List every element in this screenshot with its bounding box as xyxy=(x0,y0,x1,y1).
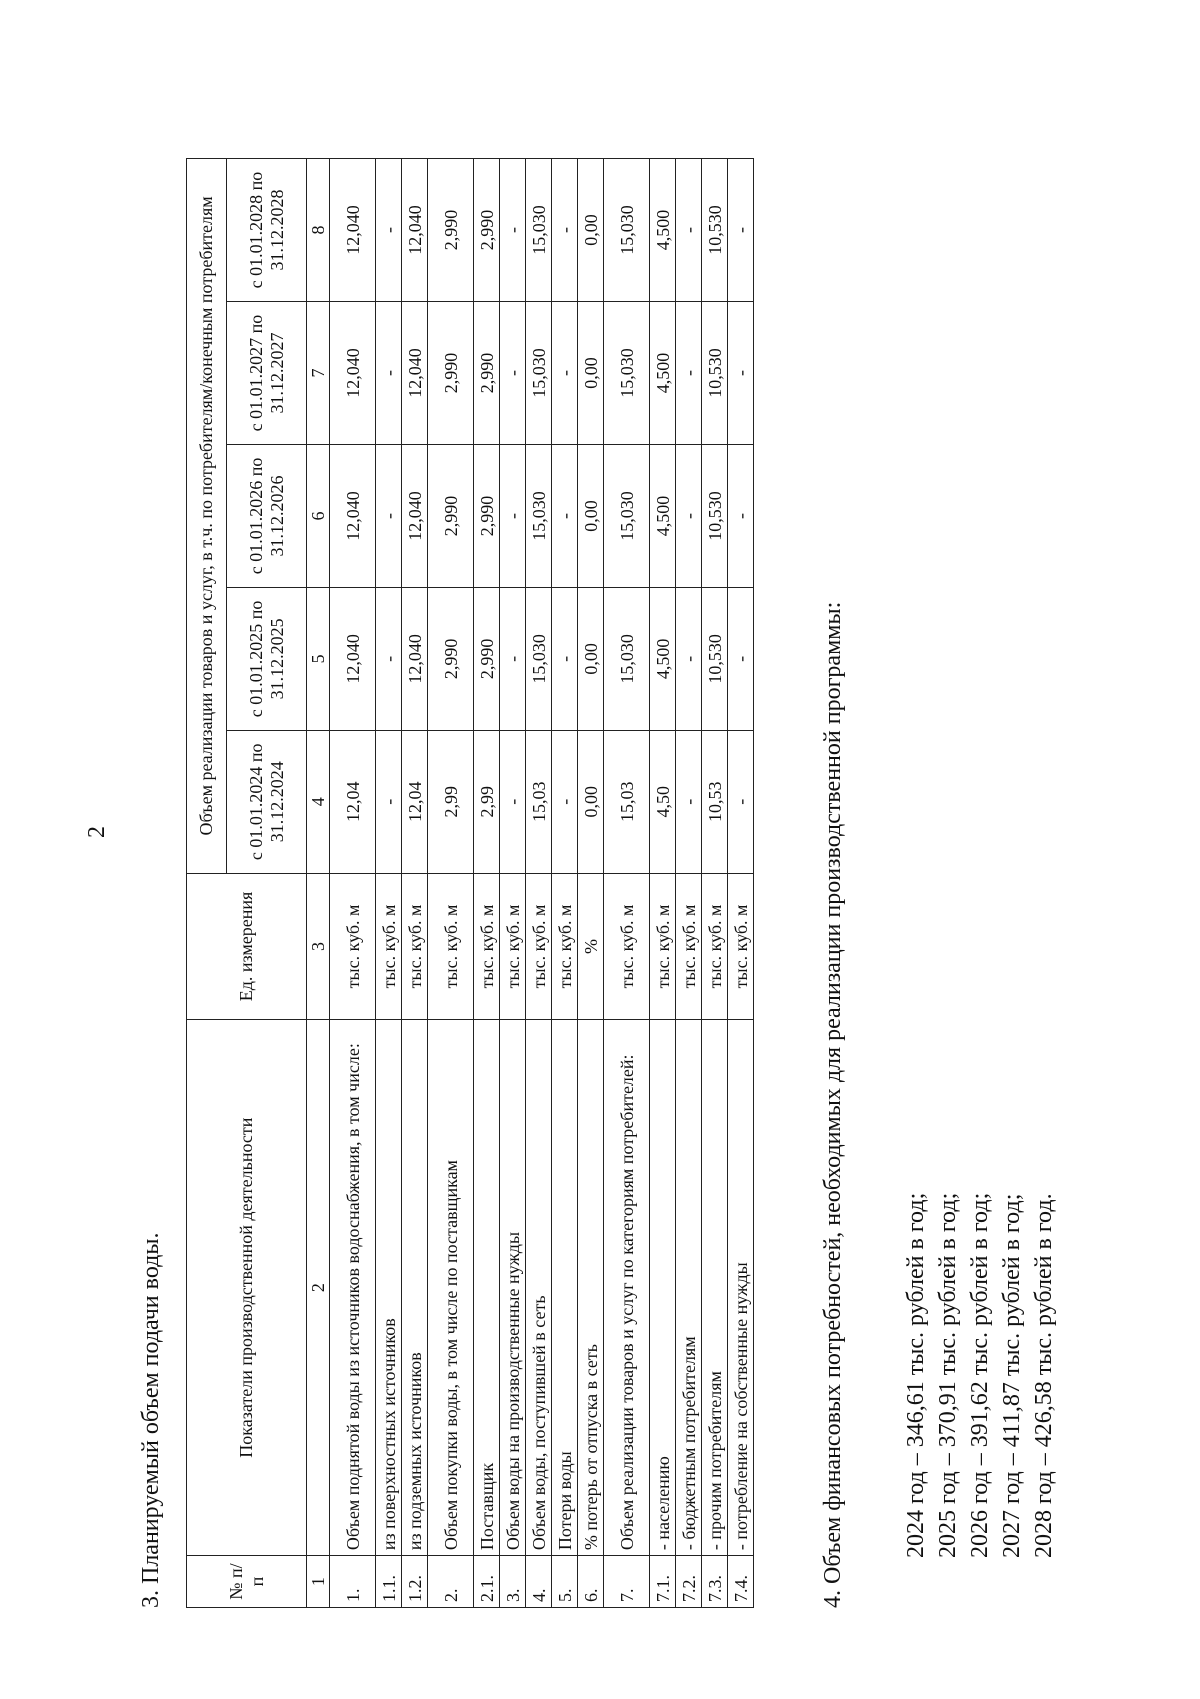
value-cell: 4,500 xyxy=(650,302,676,445)
value-cell: 2,990 xyxy=(474,159,500,302)
value-cell: 0,00 xyxy=(578,302,604,445)
table-row xyxy=(728,159,754,1608)
row-number: 6. xyxy=(578,1556,604,1608)
table-row xyxy=(578,159,604,1608)
value-cell: - xyxy=(728,587,754,730)
row-number: 7.3. xyxy=(702,1556,728,1608)
value-cell: 4,500 xyxy=(650,159,676,302)
indicator-name: Поставщик xyxy=(474,1020,500,1556)
value-cell: 12,040 xyxy=(330,587,376,730)
list-item: 2026 год – 391,62 тыс. рублей в год; xyxy=(967,1192,993,1558)
indicator-name: Объем поднятой воды из источников водоснабжения, в том числе: xyxy=(330,1020,376,1556)
section-4-title: 4. Объем финансовых потребностей, необходимых для реализации производственной программы: xyxy=(820,601,846,1608)
value-cell: 12,040 xyxy=(330,444,376,587)
value-cell: 2,99 xyxy=(474,730,500,873)
value-cell: 15,03 xyxy=(526,730,552,873)
value-cell: 12,040 xyxy=(402,159,428,302)
table-row xyxy=(650,159,676,1608)
value-cell: - xyxy=(552,444,578,587)
value-cell: 10,53 xyxy=(702,730,728,873)
value-cell: 15,030 xyxy=(526,444,552,587)
row-number: 7. xyxy=(604,1556,650,1608)
table-row xyxy=(428,159,474,1608)
value-cell: - xyxy=(676,159,702,302)
unit-cell: тыс. куб. м xyxy=(526,873,552,1019)
value-cell: - xyxy=(552,587,578,730)
value-cell: - xyxy=(552,730,578,873)
value-cell: 15,030 xyxy=(526,587,552,730)
table-row xyxy=(402,159,428,1608)
value-cell: 12,040 xyxy=(330,302,376,445)
table-row xyxy=(702,159,728,1608)
unit-cell: тыс. куб. м xyxy=(650,873,676,1019)
value-cell: 0,00 xyxy=(578,587,604,730)
indicator-name: - населению xyxy=(650,1020,676,1556)
row-number: 1.2. xyxy=(402,1556,428,1608)
row-number: 7.1. xyxy=(650,1556,676,1608)
value-cell: - xyxy=(728,444,754,587)
value-cell: 2,990 xyxy=(428,587,474,730)
table-row xyxy=(500,159,526,1608)
value-cell: - xyxy=(376,730,402,873)
unit-cell: тыс. куб. м xyxy=(728,873,754,1019)
value-cell: 12,04 xyxy=(330,730,376,873)
value-cell: 0,00 xyxy=(578,730,604,873)
value-cell: 10,530 xyxy=(702,444,728,587)
unit-cell: тыс. куб. м xyxy=(428,873,474,1019)
value-cell: - xyxy=(376,302,402,445)
column-index: 4 xyxy=(307,730,330,873)
list-item: 2028 год – 426,58 тыс. рублей в год. xyxy=(1031,1193,1057,1558)
column-index: 3 xyxy=(307,873,330,1019)
row-number: 5. xyxy=(552,1556,578,1608)
unit-cell: тыс. куб. м xyxy=(474,873,500,1019)
value-cell: 12,040 xyxy=(402,302,428,445)
header-indicator: Показатели производственной деятельности xyxy=(187,1020,307,1556)
value-cell: - xyxy=(728,159,754,302)
value-cell: 4,500 xyxy=(650,587,676,730)
financial-needs-list xyxy=(900,1193,1060,1558)
value-cell: - xyxy=(500,302,526,445)
indicator-name: из подземных источников xyxy=(402,1020,428,1556)
table-row xyxy=(474,159,500,1608)
header-period: с 01.01.2027 по 31.12.2027 xyxy=(227,302,307,445)
row-number: 2.1. xyxy=(474,1556,500,1608)
list-item: 2027 год – 411,87 тыс. рублей в год; xyxy=(999,1193,1025,1558)
header-sales-volume: Объем реализации товаров и услуг, в т.ч. по потребителям/конечным потребителям xyxy=(187,159,227,874)
unit-cell: тыс. куб. м xyxy=(500,873,526,1019)
indicator-name: из поверхностных источников xyxy=(376,1020,402,1556)
column-index: 8 xyxy=(307,159,330,302)
value-cell: 4,500 xyxy=(650,444,676,587)
row-number: 3. xyxy=(500,1556,526,1608)
value-cell: - xyxy=(676,587,702,730)
row-number: 1.1. xyxy=(376,1556,402,1608)
table-row xyxy=(330,159,376,1608)
indicator-name: - потребление на собственные нужды xyxy=(728,1020,754,1556)
value-cell: - xyxy=(728,302,754,445)
column-index: 6 xyxy=(307,444,330,587)
unit-cell: тыс. куб. м xyxy=(676,873,702,1019)
value-cell: - xyxy=(500,730,526,873)
value-cell: 2,99 xyxy=(428,730,474,873)
value-cell: 15,030 xyxy=(604,587,650,730)
header-period: с 01.01.2025 по 31.12.2025 xyxy=(227,587,307,730)
value-cell: - xyxy=(676,730,702,873)
value-cell: 2,990 xyxy=(474,302,500,445)
unit-cell: тыс. куб. м xyxy=(402,873,428,1019)
list-item: 2025 год – 370,91 тыс. рублей в год; xyxy=(935,1192,961,1558)
value-cell: - xyxy=(500,587,526,730)
row-number: 7.2. xyxy=(676,1556,702,1608)
row-number: 1. xyxy=(330,1556,376,1608)
unit-cell: % xyxy=(578,873,604,1019)
value-cell: - xyxy=(500,444,526,587)
value-cell: 12,040 xyxy=(402,587,428,730)
unit-cell: тыс. куб. м xyxy=(552,873,578,1019)
value-cell: - xyxy=(728,730,754,873)
unit-cell: тыс. куб. м xyxy=(376,873,402,1019)
value-cell: - xyxy=(552,302,578,445)
value-cell: - xyxy=(376,587,402,730)
value-cell: 2,990 xyxy=(428,444,474,587)
value-cell: 10,530 xyxy=(702,302,728,445)
value-cell: - xyxy=(500,159,526,302)
unit-cell: тыс. куб. м xyxy=(604,873,650,1019)
column-index-row xyxy=(307,159,330,1608)
value-cell: - xyxy=(376,444,402,587)
rotated-content xyxy=(130,118,1110,1618)
indicator-name: - прочим потребителям xyxy=(702,1020,728,1556)
value-cell: 2,990 xyxy=(428,159,474,302)
value-cell: - xyxy=(676,444,702,587)
value-cell: 12,040 xyxy=(402,444,428,587)
table-row xyxy=(376,159,402,1608)
row-number: 7.4. xyxy=(728,1556,754,1608)
header-unit: Ед. измерения xyxy=(187,873,307,1019)
value-cell: 12,04 xyxy=(402,730,428,873)
value-cell: 15,030 xyxy=(604,302,650,445)
value-cell: 0,00 xyxy=(578,159,604,302)
indicator-name: Объем воды, поступившей в сеть xyxy=(526,1020,552,1556)
header-num: № п/п xyxy=(187,1556,307,1608)
water-supply-table xyxy=(186,158,754,1608)
section-3-title: 3. Планируемый объем подачи воды. xyxy=(138,1232,164,1608)
header-period: с 01.01.2026 по 31.12.2026 xyxy=(227,444,307,587)
page-number: 2 xyxy=(84,826,110,838)
table-row xyxy=(552,159,578,1608)
value-cell: 2,990 xyxy=(428,302,474,445)
unit-cell: тыс. куб. м xyxy=(702,873,728,1019)
header-period: с 01.01.2024 по 31.12.2024 xyxy=(227,730,307,873)
list-item: 2024 год – 346,61 тыс. рублей в год; xyxy=(903,1192,929,1558)
value-cell: 2,990 xyxy=(474,444,500,587)
value-cell: 15,030 xyxy=(604,159,650,302)
value-cell: 15,030 xyxy=(526,302,552,445)
column-index: 7 xyxy=(307,302,330,445)
indicator-name: Объем воды на производственные нужды xyxy=(500,1020,526,1556)
indicator-name: - бюджетным потребителям xyxy=(676,1020,702,1556)
value-cell: 15,03 xyxy=(604,730,650,873)
table-row xyxy=(676,159,702,1608)
table-row xyxy=(526,159,552,1608)
value-cell: 0,00 xyxy=(578,444,604,587)
value-cell: 10,530 xyxy=(702,587,728,730)
value-cell: 15,030 xyxy=(604,444,650,587)
column-index: 1 xyxy=(307,1556,330,1608)
header-period: с 01.01.2028 по 31.12.2028 xyxy=(227,159,307,302)
unit-cell: тыс. куб. м xyxy=(330,873,376,1019)
value-cell: 2,990 xyxy=(474,587,500,730)
value-cell: 10,530 xyxy=(702,159,728,302)
column-index: 2 xyxy=(307,1020,330,1556)
value-cell: - xyxy=(676,302,702,445)
value-cell: - xyxy=(376,159,402,302)
indicator-name: Объем покупки воды, в том числе по поставщикам xyxy=(428,1020,474,1556)
indicator-name: % потерь от отпуска в сеть xyxy=(578,1020,604,1556)
row-number: 4. xyxy=(526,1556,552,1608)
column-index: 5 xyxy=(307,587,330,730)
value-cell: 15,030 xyxy=(526,159,552,302)
indicator-name: Объем реализации товаров и услуг по категориям потребителей: xyxy=(604,1020,650,1556)
value-cell: - xyxy=(552,159,578,302)
row-number: 2. xyxy=(428,1556,474,1608)
indicator-name: Потери воды xyxy=(552,1020,578,1556)
table-row xyxy=(604,159,650,1608)
value-cell: 4,50 xyxy=(650,730,676,873)
value-cell: 12,040 xyxy=(330,159,376,302)
